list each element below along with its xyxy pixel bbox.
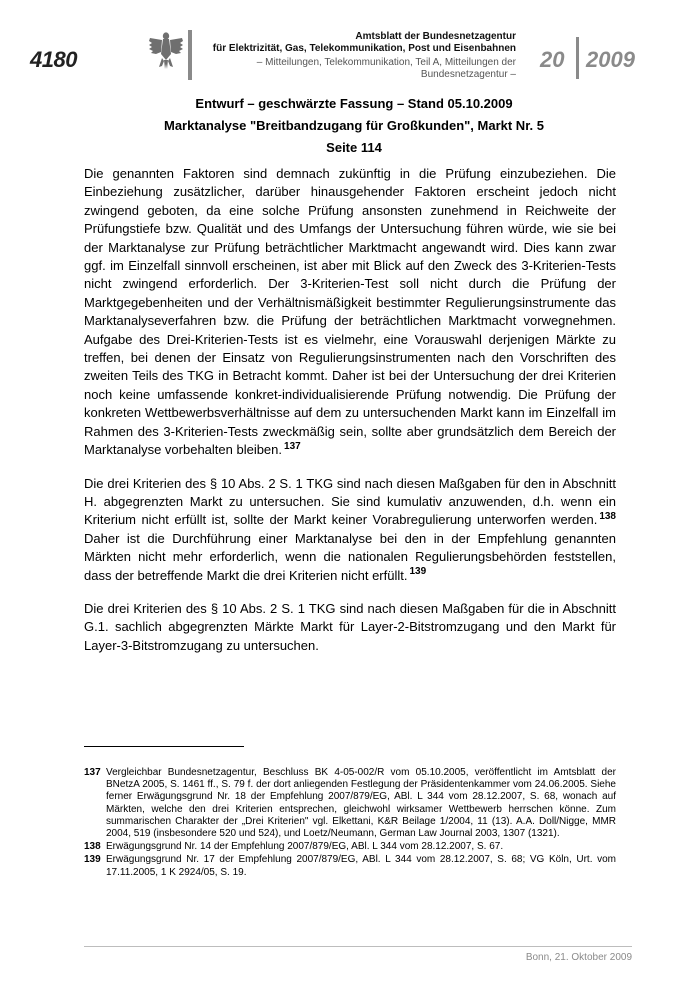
footnote-number: 139 bbox=[84, 854, 101, 866]
title-line-page: Seite 114 bbox=[326, 140, 382, 155]
paragraph-3-text: Die drei Kriterien des § 10 Abs. 2 S. 1 TKG sind nach diesen Maßgaben für die in Abschnitt G.1. sachlich abgegrenzten Märkte Markt für Layer-2-Bitstromzugang und den Markt für Layer-3-Bitstromzugang zu untersuchen. bbox=[84, 600, 616, 653]
footnotes bbox=[84, 767, 616, 880]
footnote-number: 137 bbox=[84, 767, 101, 778]
paragraph-1 bbox=[84, 165, 616, 460]
paragraph-1-text: Die genannten Faktoren sind demnach zukünftig in die Prüfung einzubeziehen. Die Einbeziehung zusätzlicher, darüber hinausgehender Faktoren erscheint jedoch nicht zwingend geboten, da eine solche Prüfung ansonsten zunehmend in Reichweite der Prüfungstiefe bzw. Qualität und des Umfangs der Untersuchung führen würde, wie sie bei der Marktanalyse zur Prüfung beträchtlicher Marktmacht angewandt wird. Dies kann zwar ggf. im Einzelfall sinnvoll erscheinen, ist aber mit Blick auf den Zweck des 3-Kriterien-Tests nicht zwingend erforderlich. Der 3-Kriterien-Test soll nicht durch die Prüfung der Marktgegebenheiten und der Verhältnismäßigkeit bestimmter Regulierungsinstrumente das Marktanalyseverfahren bzw. die Prüfung der beträchtlichen Marktmacht vorwegnehmen. Aufgabe des Drei-Kriterien-Tests ist es vielmehr, eine Vorauswahl derjenigen Märkte zu treffen, bei denen der Einsatz von Regulierungsinstrumenten nach den Vorschriften des zweiten Teils des TKG in Betracht kommt. Daher ist bei der Untersuchung der drei Kriterien noch keine umfassende konkret-individualisierende Prüfung notwendig. Die Prüfung der konkreten Wettbewerbsverhältnisse auf dem zu untersuchenden Markt kann im Einzelfall im Rahmen des 3-Kriterien-Tests zweckmäßig sein, sollte aber grundsätzlich dem Bereich der Marktanalyse vorbehalten bleiben. bbox=[84, 166, 616, 458]
footnote-text: Vergleichbar Bundesnetzagentur, Beschluss BK 4-05-002/R vom 05.10.2005, veröffentlicht im Amtsblatt der BNetzA 2005, S. 1461 ff., S. 79 f. der dort anliegenden Festlegung der Präsidentenkammer vom 24.06.2005. Siehe ferner Erwägungsgrund Nr. 18 der Empfehlung 2007/879/EG, ABl. L 344 vom 28.12.2007, S. 68, wonach auf Märkten, welche den drei Kriterien entsprechen, gleichwohl wirksamer Wettbewerb herrschen könne. Zum summarischen Charakter der „Drei Kriterien" vgl. Elkettani, K&R Beilage 1/2004, 11 (13). A.A. Doll/Nigge, MMR 2004, 519 (insbesondere 520 und 524), und Loetz/Neumann, German Law Journal 2003, 1307 (1321). bbox=[106, 767, 616, 840]
section-line: – Mitteilungen, Telekommunikation, Teil A, Mitteilungen der Bundesnetzagentur – bbox=[256, 57, 516, 80]
footnote-text: Erwägungsgrund Nr. 14 der Empfehlung 2007/879/EG, ABl. L 344 vom 28.12.2007, S. 67. bbox=[106, 841, 504, 853]
footnote-138 bbox=[84, 841, 616, 853]
header-divider-right bbox=[576, 37, 579, 79]
paragraph-3 bbox=[84, 600, 616, 655]
publication-title-line2: für Elektrizität, Gas, Telekommunikation, Post und Eisenbahnen bbox=[212, 43, 516, 54]
main-content bbox=[84, 165, 616, 670]
paragraph-2 bbox=[84, 475, 616, 585]
publication-title-line1: Amtsblatt der Bundesnetzagentur bbox=[355, 31, 516, 42]
footnote-ref-138[interactable]: 138 bbox=[599, 510, 616, 522]
title-line-market-analysis: Marktanalyse "Breitbandzugang für Großkunden", Markt Nr. 5 bbox=[163, 118, 544, 133]
footnote-separator bbox=[84, 746, 244, 747]
publication-title bbox=[198, 31, 516, 55]
header-divider-left bbox=[188, 30, 192, 80]
footnote-number: 138 bbox=[84, 841, 101, 853]
federal-eagle-icon bbox=[148, 30, 184, 70]
title-line-draft: Entwurf – geschwärzte Fassung – Stand 05.10.2009 bbox=[195, 96, 513, 111]
paragraph-2-text-a: Die drei Kriterien des § 10 Abs. 2 S. 1 TKG sind nach diesen Maßgaben für den in Abschnitt H. abgegrenzten Markt zu untersuchen. Sie sind kumulativ anzuwenden, d.h. wenn ein Kriterium nicht erfüllt ist, sollte der Markt keiner Vorabregulierung unterworfen werden. bbox=[84, 475, 616, 528]
issue-year: 2009 bbox=[586, 47, 635, 72]
issue-number: 20 bbox=[540, 47, 565, 72]
page-number: 4180 bbox=[30, 47, 77, 72]
footnote-text: Erwägungsgrund Nr. 17 der Empfehlung 2007/879/EG, ABl. L 344 vom 28.12.2007, S. 68; VG Köln, Urt. vom 17.11.2005, 1 K 2924/05, S. 19. bbox=[106, 854, 616, 878]
footnote-139 bbox=[84, 854, 616, 878]
paragraph-2-text-b: Daher ist die Durchführung einer Marktanalyse bei den in der Empfehlung genannten Märkten nicht mehr erforderlich, wenn die nationalen Regulierungsbehörden feststellen, dass der betreffende Markt die drei Kriterien nicht erfüllt. bbox=[84, 530, 616, 583]
footer-place-date: Bonn, 21. Oktober 2009 bbox=[525, 952, 632, 963]
footnote-137 bbox=[84, 767, 616, 840]
document-title bbox=[84, 93, 624, 159]
footnote-ref-139[interactable]: 139 bbox=[409, 566, 427, 578]
footnote-ref-137[interactable]: 137 bbox=[284, 440, 301, 452]
footer-rule bbox=[84, 946, 632, 947]
